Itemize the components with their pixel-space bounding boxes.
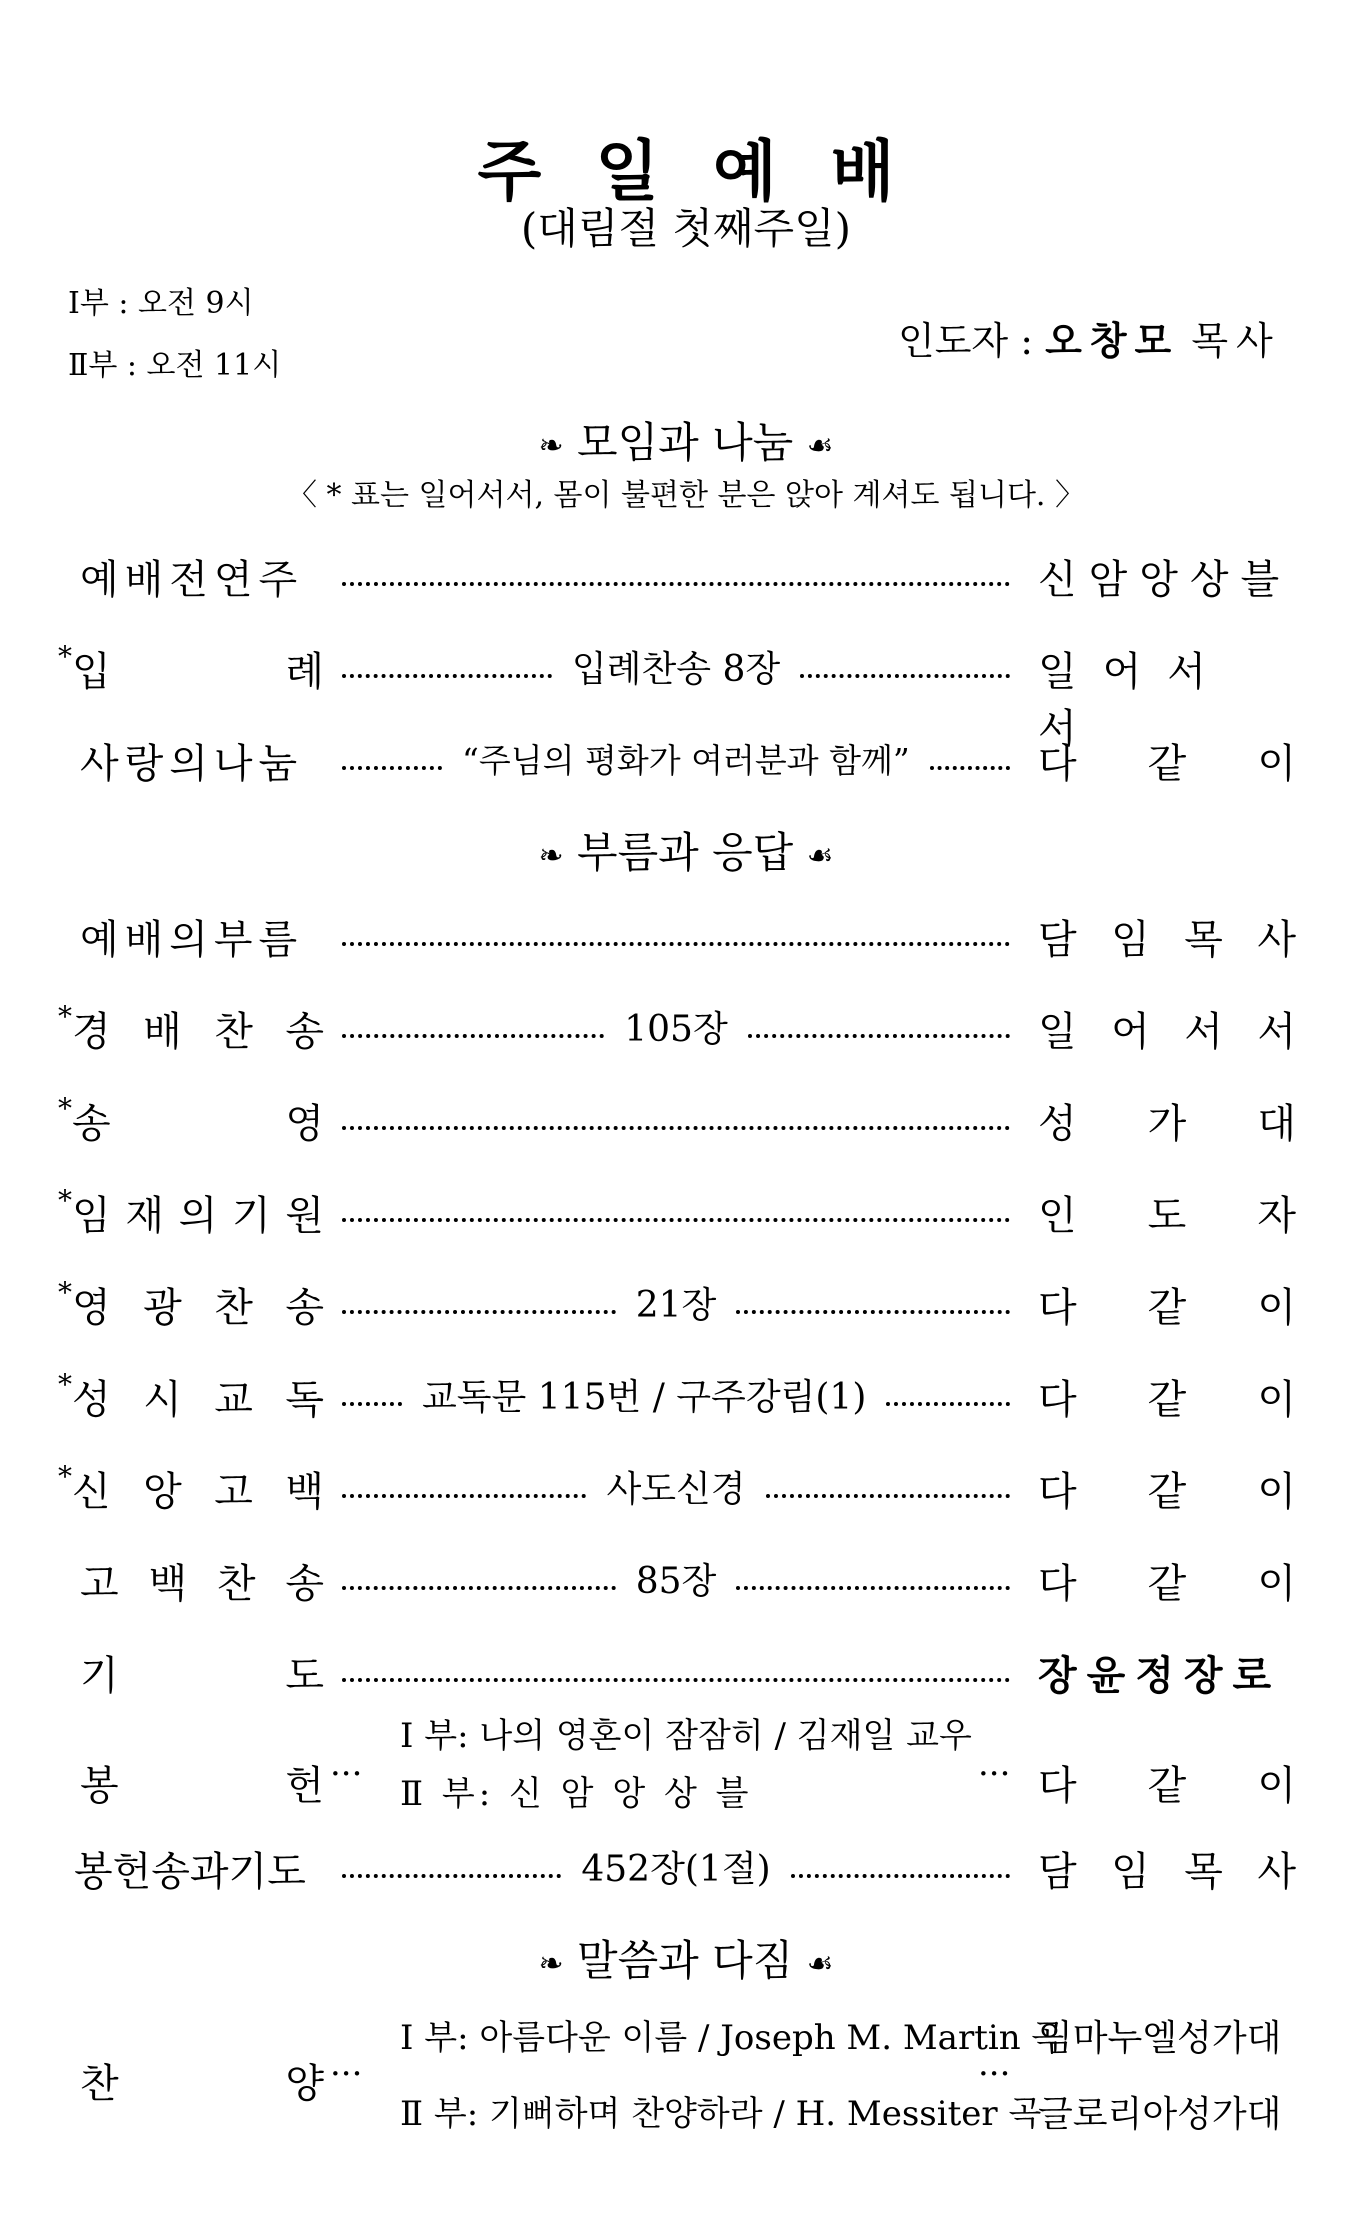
- item-performer: 담 임 목 사: [1038, 917, 1296, 963]
- item-detail: 교독문 115번 / 구주강림(1): [422, 1376, 867, 1418]
- ornament-right-icon: ☙: [806, 428, 834, 464]
- item-detail: 105장: [624, 1008, 728, 1050]
- page-subtitle: (대림절 첫째주일): [520, 204, 852, 253]
- section-heading-word: [0, 1928, 1372, 1988]
- item-performer: 장윤정장로: [1038, 1652, 1282, 1699]
- item-performer: 담 임 목 사: [1038, 1849, 1296, 1895]
- item-label: *성 시 교 독: [58, 1368, 324, 1423]
- order-item-anthem: 찬 양 ··· Ⅰ 부: 아름다운 이름 / Joseph M. Martin 곡 Ⅱ 부: 기뻐하며 찬양하라 / H. Messiter 곡 ··· 임마누엘성가대 글로리아성가대: [0, 2010, 1372, 2140]
- order-item-offering-prayer: [0, 1840, 1372, 1900]
- order-item-call-to-worship: [0, 908, 1372, 968]
- ornament-left-icon: ❧: [538, 428, 564, 464]
- order-item-prayer: [0, 1644, 1372, 1704]
- order-item-praise-hymn: [0, 1000, 1372, 1060]
- offering-part1: Ⅰ 부: 나의 영혼이 잠잠히 / 김재일 교우: [400, 1716, 972, 1756]
- anthem-choir1: 임마누엘성가대: [1038, 2018, 1282, 2059]
- order-item-offering: 봉 헌 ··· Ⅰ 부: 나의 영혼이 잠잠히 / 김재일 교우 Ⅱ 부: 신 암 앙 상 블 ··· 다 같 이: [0, 1708, 1372, 1828]
- item-performer: 인 도 자: [1038, 1193, 1296, 1239]
- item-label: *경 배 찬 송: [58, 1000, 324, 1055]
- item-label: *임 재 의 기 원: [58, 1184, 324, 1239]
- item-detail: “주님의 평화가 여러분과 함께”: [462, 740, 910, 780]
- item-label: *입 례: [58, 640, 324, 695]
- item-detail: 사도신경: [606, 1468, 746, 1510]
- item-performer: 일어서서: [1038, 649, 1232, 752]
- offering-part2: Ⅱ 부: 신 암 앙 상 블: [400, 1774, 753, 1814]
- service-time-2: Ⅱ부 : 오전 11시: [68, 348, 282, 383]
- item-performer: 다 같 이: [1038, 1285, 1296, 1331]
- item-label: 고 백 찬 송: [80, 1561, 324, 1607]
- order-item-creed: [0, 1460, 1372, 1520]
- item-label: *영 광 찬 송: [58, 1276, 324, 1331]
- leader: [898, 310, 1281, 365]
- item-performer: 다 같 이: [1038, 1763, 1296, 1809]
- order-item-entrance: [0, 640, 1372, 752]
- item-label: *신 앙 고 백: [58, 1460, 324, 1515]
- order-item-glory-hymn: [0, 1276, 1372, 1336]
- item-performer: 다 같 이: [1038, 1377, 1296, 1423]
- item-performer: 신암앙상블: [1038, 557, 1292, 603]
- order-item-sharing: [0, 732, 1372, 792]
- section-title: 말씀과 다짐: [577, 1936, 794, 1985]
- item-label: 찬 양: [80, 2061, 324, 2107]
- item-leader-dots: [336, 554, 1016, 594]
- item-detail: 452장(1절): [581, 1848, 771, 1890]
- leader-label: 인도자 :: [898, 319, 1034, 363]
- order-item-confession-hymn: [0, 1552, 1372, 1612]
- service-time-1: Ⅰ부 : 오전 9시: [68, 286, 254, 321]
- ornament-left-icon: ❧: [538, 1946, 564, 1982]
- anthem-choir2: 글로리아성가대: [1038, 2094, 1282, 2135]
- item-label: 기 도: [80, 1653, 324, 1699]
- leader-title: 목사: [1191, 319, 1281, 363]
- leader-name: 오창모: [1045, 318, 1180, 363]
- item-label: 봉 헌: [80, 1763, 324, 1809]
- item-performer: 다 같 이: [1038, 1561, 1296, 1607]
- item-label: 예배전연주: [80, 557, 304, 603]
- item-detail: 입례찬송 8장: [571, 648, 781, 690]
- section-heading-calling: [0, 820, 1372, 880]
- item-label: 사랑의나눔: [80, 741, 304, 787]
- item-performer: 다 같 이: [1038, 1469, 1296, 1515]
- item-performer: 다 같 이: [1038, 741, 1296, 787]
- item-label: 예배의부름: [80, 917, 304, 963]
- ornament-right-icon: ☙: [806, 1946, 834, 1982]
- ornament-right-icon: ☙: [806, 838, 834, 874]
- anthem-part1: Ⅰ 부: 아름다운 이름 / Joseph M. Martin 곡: [400, 2018, 1065, 2058]
- order-item-prelude: [0, 548, 1372, 608]
- page-title: 주일예배: [477, 132, 949, 210]
- anthem-part2: Ⅱ 부: 기뻐하며 찬양하라 / H. Messiter 곡: [400, 2094, 1042, 2134]
- item-label: 봉헌송과기도: [74, 1849, 306, 1895]
- item-label: *송 영: [58, 1092, 324, 1147]
- item-detail: 85장: [635, 1560, 717, 1602]
- ornament-left-icon: ❧: [538, 838, 564, 874]
- order-item-invocation: [0, 1184, 1372, 1244]
- item-detail: 21장: [635, 1284, 717, 1326]
- order-item-doxology: [0, 1092, 1372, 1152]
- section-heading-gathering: [0, 410, 1372, 470]
- section-title: 부름과 응답: [577, 828, 794, 877]
- item-performer: 일 어 서 서: [1038, 1009, 1296, 1055]
- item-performer: 성 가 대: [1038, 1101, 1296, 1147]
- standing-note: 〈 * 표는 일어서서, 몸이 불편한 분은 앉아 계셔도 됩니다. 〉: [286, 478, 1085, 513]
- section-title: 모임과 나눔: [577, 418, 794, 467]
- order-item-responsive-reading: [0, 1368, 1372, 1428]
